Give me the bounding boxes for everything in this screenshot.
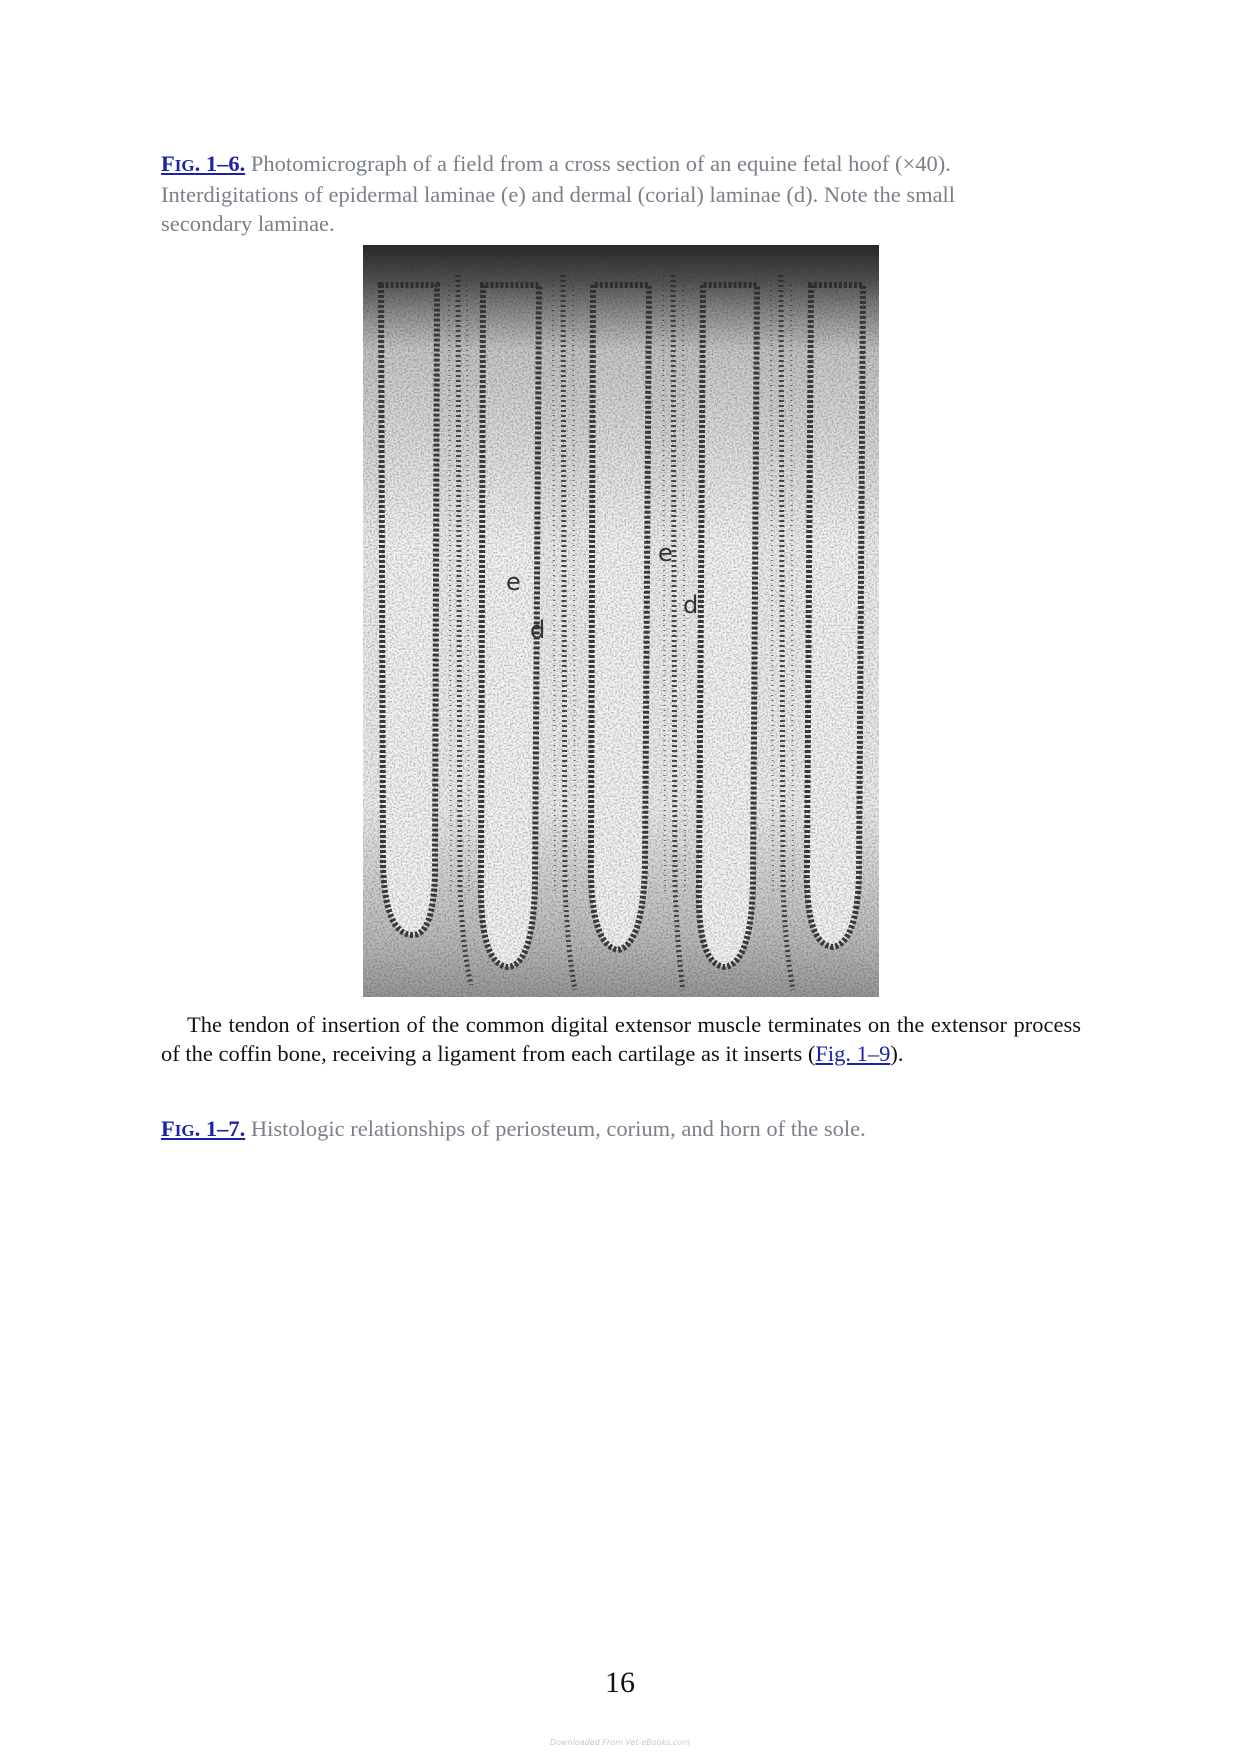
figure-1-6-label[interactable]: FIG. 1–6. <box>161 151 246 176</box>
caption-line-2: Interdigitations of epidermal laminae (e) and dermal (corial) laminae (d). Note the small <box>161 182 956 207</box>
watermark: Downloaded From Vet-eBooks.com <box>549 1738 690 1747</box>
label-d-left: d <box>530 616 546 644</box>
label-e-left: e <box>506 568 521 596</box>
photomicrograph-image <box>363 245 879 997</box>
caption-line-3: secondary laminae. <box>161 211 335 236</box>
label-d-right: d <box>683 591 699 619</box>
page-number: 16 <box>605 1666 635 1699</box>
figure-1-6-caption <box>161 149 1081 238</box>
figure-1-7-caption-text: Histologic relationships of periosteum, corium, and horn of the sole. <box>250 1116 866 1141</box>
fig-1-9-link[interactable]: Fig. 1–9 <box>815 1041 891 1066</box>
body-paragraph: The tendon of insertion of the common digital extensor muscle terminates on the extensor process of the coffin bone, receiving a ligament from each cartilage as it inserts (Fig. 1–9). <box>161 1012 1081 1066</box>
figure-1-7-label[interactable]: FIG. 1–7. <box>161 1116 246 1141</box>
figure-1-7-caption <box>161 1114 1081 1145</box>
caption-line-1: Photomicrograph of a field from a cross section of an equine fetal hoof (×40). <box>250 151 951 176</box>
label-e-right: e <box>658 539 673 567</box>
